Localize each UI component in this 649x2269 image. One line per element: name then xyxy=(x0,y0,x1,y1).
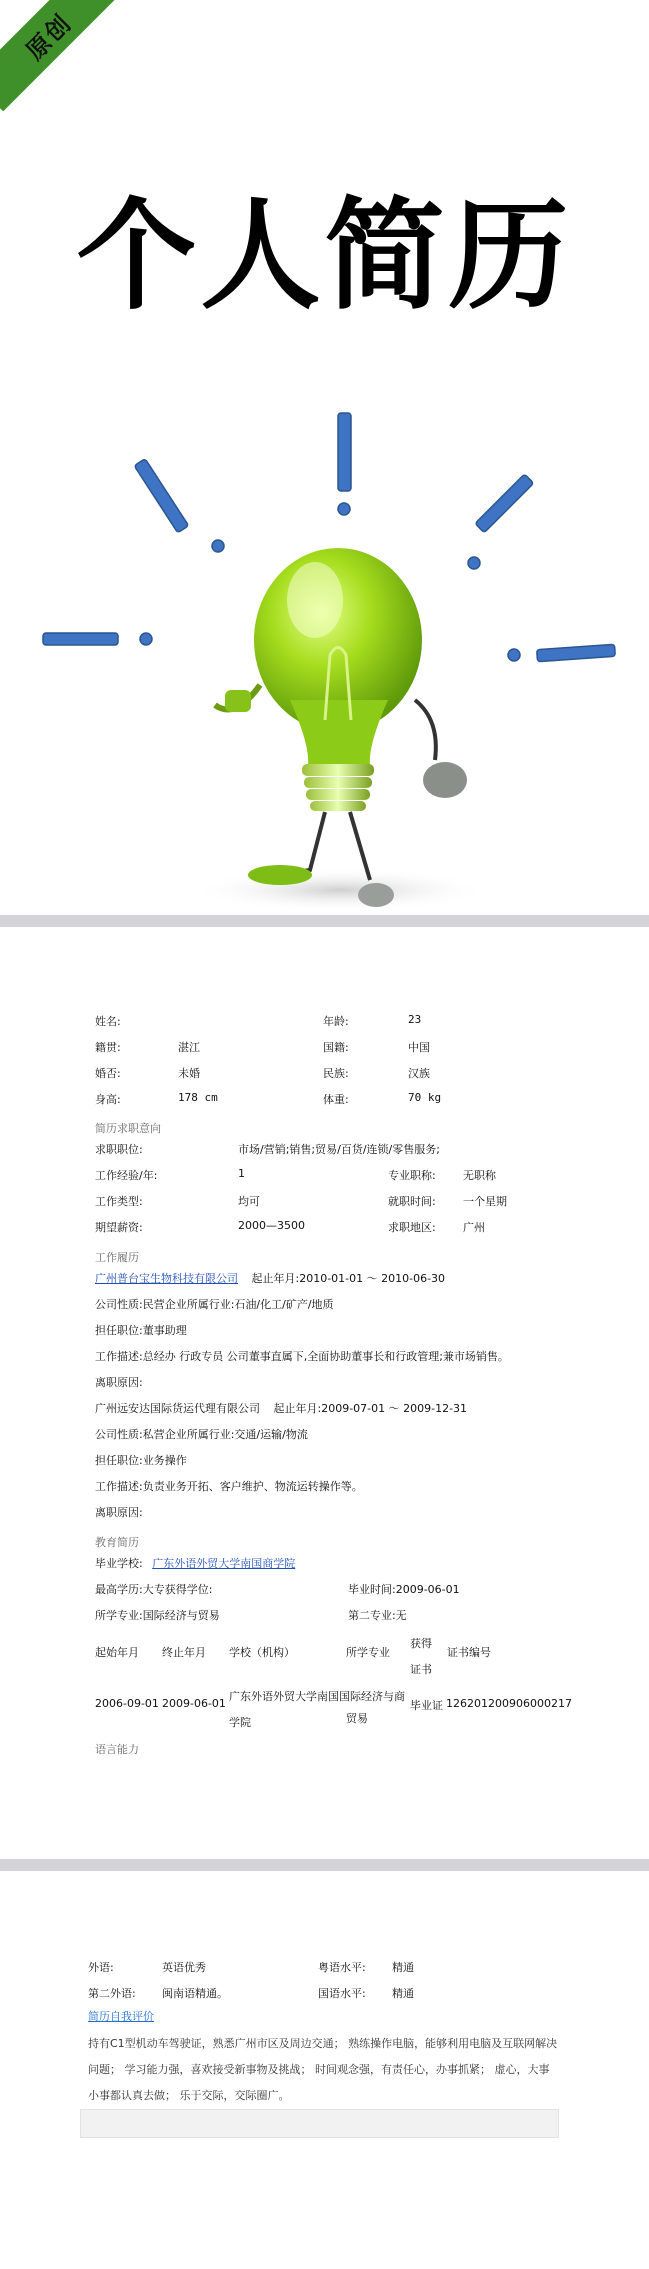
ethnic-label: 民族: xyxy=(323,1067,349,1080)
area-label: 求职地区: xyxy=(388,1221,436,1234)
position-value: 市场/营销;销售;贸易/百货/连锁/零售服务; xyxy=(238,1143,440,1156)
job-1-nature: 公司性质:民营企业所属行业:石油/化工/矿产/地质 xyxy=(95,1298,334,1311)
self-eval-text: 持有C1型机动车驾驶证，熟悉广州市区及周边交通； 熟练操作电脑，能够利用电脑及互联网解决问题； 学习能力强，喜欢接受新事物及挑战； 时间观念强，有责任心，办事抓紧； 虚心，大事小事都认真去做； 乐于交际，交际圈广。 xyxy=(88,2037,558,2102)
self-eval-heading: 简历自我评价 xyxy=(88,2010,154,2023)
table-header: 所学专业 xyxy=(346,1646,390,1659)
resume-page-2 xyxy=(0,1871,649,2269)
weight-label: 体重: xyxy=(323,1093,349,1106)
degree-info: 最高学历:大专获得学位: xyxy=(95,1583,213,1596)
job-2-nature: 公司性质:私营企业所属行业:交通/运输/物流 xyxy=(95,1428,308,1441)
height-label: 身高: xyxy=(95,1093,121,1106)
nation-value: 中国 xyxy=(408,1041,430,1054)
start-value: 一个星期 xyxy=(463,1195,507,1208)
badge-text: 原创 xyxy=(20,8,78,66)
job-2-header xyxy=(95,1400,467,1416)
table-cell: 2009-06-01 xyxy=(162,1697,226,1710)
origin-value: 湛江 xyxy=(178,1041,200,1054)
position-label: 求职职位: xyxy=(95,1143,143,1156)
table-header: 起始年月 xyxy=(95,1646,139,1659)
age-label: 年龄: xyxy=(323,1015,349,1028)
cantonese-value: 精通 xyxy=(392,1961,414,1974)
intent-heading: 简历求职意向 xyxy=(95,1122,161,1135)
education-heading: 教育简历 xyxy=(95,1536,139,1549)
page-separator xyxy=(0,915,649,927)
job-2-company: 广州远安达国际货运代理有限公司 xyxy=(95,1402,260,1415)
empty-box xyxy=(80,2109,559,2138)
type-value: 均可 xyxy=(238,1195,260,1208)
salary-value: 2000—3500 xyxy=(238,1219,305,1232)
experience-value: 1 xyxy=(238,1167,245,1180)
job-2-period: 起止年月:2009-07-01 ～ 2009-12-31 xyxy=(273,1402,468,1415)
start-label: 就职时间: xyxy=(388,1195,436,1208)
foreign-label: 外语: xyxy=(88,1961,114,1974)
experience-label: 工作经验/年: xyxy=(95,1169,158,1182)
major-info: 所学专业:国际经济与贸易 xyxy=(95,1609,220,1622)
nation-label: 国籍: xyxy=(323,1041,349,1054)
job-1-company-link[interactable]: 广州普台宝生物科技有限公司 xyxy=(95,1272,238,1285)
marital-value: 未婚 xyxy=(178,1067,200,1080)
table-cell: 广东外语外贸大学南国国际经济与商学院 xyxy=(229,1690,405,1729)
salary-label: 期望薪资: xyxy=(95,1221,143,1234)
job-1-reason: 离职原因: xyxy=(95,1376,143,1389)
table-header: 学校（机构） xyxy=(229,1646,295,1659)
job-1-desc: 工作描述:总经办 行政专员 公司董事直属下,全面协助董事长和行政管理;兼市场销售。 xyxy=(95,1350,509,1363)
name-label: 姓名: xyxy=(95,1015,121,1028)
original-badge xyxy=(0,0,120,120)
minor-info: 第二专业:无 xyxy=(348,1609,407,1622)
height-value: 178 cm xyxy=(178,1091,218,1104)
cover-title: 个人简历 xyxy=(76,187,573,326)
work-heading: 工作履历 xyxy=(95,1251,139,1264)
job-1-role: 担任职位:董事助理 xyxy=(95,1324,187,1337)
second-label: 第二外语: xyxy=(88,1987,136,2000)
table-cell: 2006-09-01 xyxy=(95,1697,159,1710)
table-cell: 126201200906000217 xyxy=(446,1697,572,1710)
mandarin-label: 国语水平: xyxy=(318,1987,366,2000)
type-label: 工作类型: xyxy=(95,1195,143,1208)
table-cell: 毕业证 xyxy=(410,1699,443,1712)
graduation-date: 毕业时间:2009-06-01 xyxy=(348,1583,460,1596)
job-1-header xyxy=(95,1270,445,1286)
second-value: 闽南语精通。 xyxy=(162,1987,228,2000)
table-header: 终止年月 xyxy=(162,1646,206,1659)
school-row xyxy=(95,1555,295,1571)
area-value: 广州 xyxy=(463,1221,485,1234)
mandarin-value: 精通 xyxy=(392,1987,414,2000)
title-label: 专业职称: xyxy=(388,1169,436,1182)
job-2-role: 担任职位:业务操作 xyxy=(95,1454,187,1467)
resume-page-1 xyxy=(0,927,649,1859)
lightbulb-illustration xyxy=(40,400,620,915)
job-1-period: 起止年月:2010-01-01 ～ 2010-06-30 xyxy=(251,1272,446,1285)
job-2-reason: 离职原因: xyxy=(95,1506,143,1519)
cover-page xyxy=(0,0,649,915)
weight-value: 70 kg xyxy=(408,1091,442,1104)
job-2-desc: 工作描述:负责业务开拓、客户维护、物流运转操作等。 xyxy=(95,1480,363,1493)
ethnic-value: 汉族 xyxy=(408,1067,430,1080)
origin-label: 籍贯: xyxy=(95,1041,121,1054)
cantonese-label: 粤语水平: xyxy=(318,1961,366,1974)
school-label: 毕业学校: xyxy=(95,1557,143,1570)
foreign-value: 英语优秀 xyxy=(162,1961,206,1974)
table-cell: 贸易 xyxy=(346,1712,368,1725)
table-header: 证书编号 xyxy=(447,1646,491,1659)
language-heading: 语言能力 xyxy=(95,1743,139,1756)
marital-label: 婚否: xyxy=(95,1067,121,1080)
table-header: 获得证书 xyxy=(410,1637,432,1676)
title-value: 无职称 xyxy=(463,1169,496,1182)
page-separator xyxy=(0,1859,649,1871)
age-value: 23 xyxy=(408,1013,422,1026)
school-link[interactable]: 广东外语外贸大学南国商学院 xyxy=(152,1557,296,1570)
